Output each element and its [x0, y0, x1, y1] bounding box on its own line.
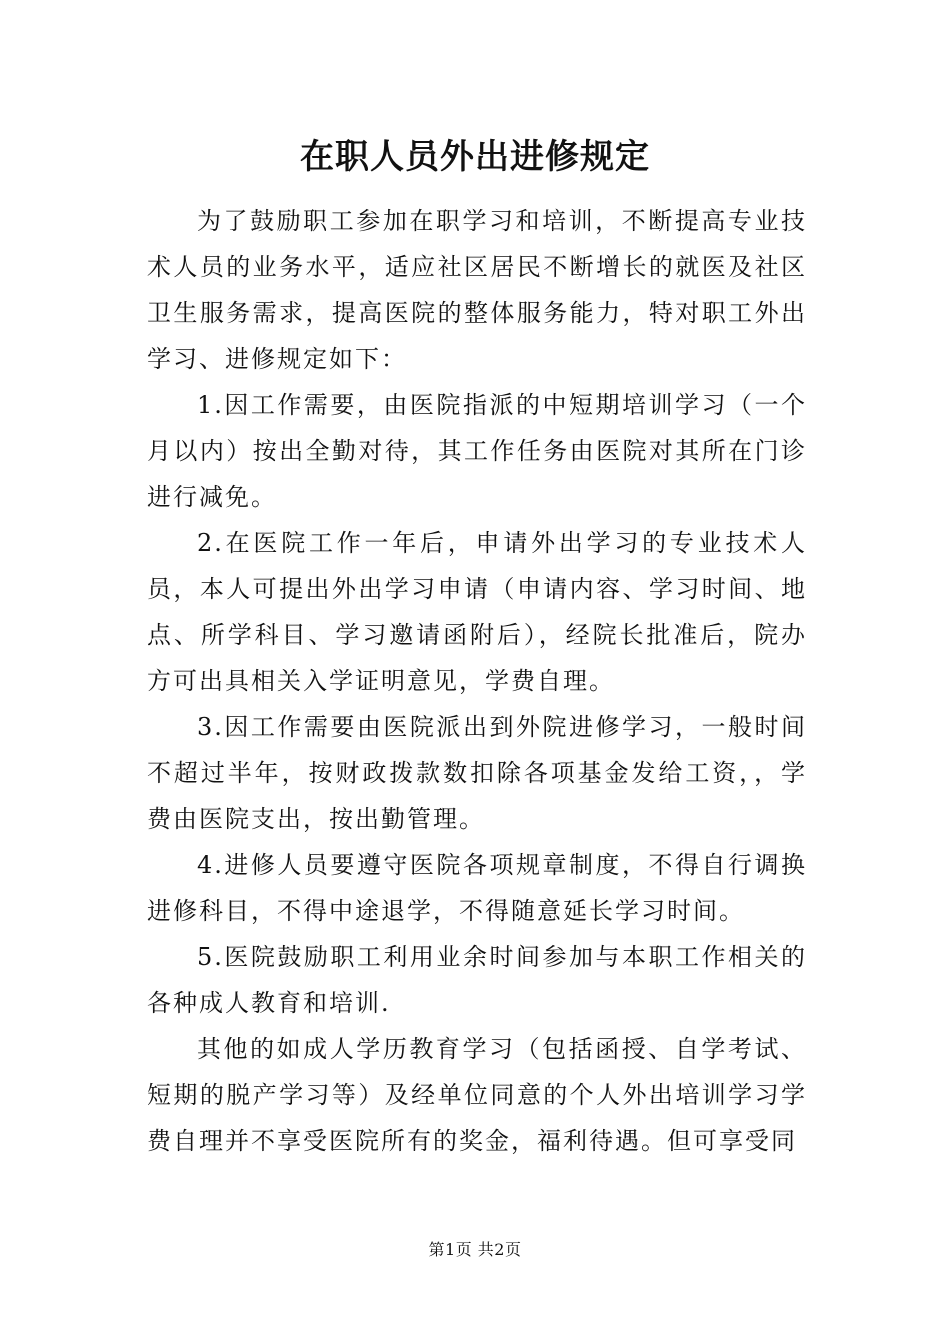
paragraph-item-4: 4.进修人员要遵守医院各项规章制度，不得自行调换进修科目，不得中途退学，不得随意延长学习时间。 [147, 851, 807, 925]
paragraph-item-3: 3.因工作需要由医院派出到外院进修学习，一般时间不超过半年，按财政拨款数扣除各项基金发给工资，，学费由医院支出，按出勤管理。 [147, 713, 807, 833]
paragraph-other: 其他的如成人学历教育学习（包括函授、自学考试、短期的脱产学习等）及经单位同意的个人外出培训学习学费自理并不享受医院所有的奖金，福利待遇。但可享受同 [147, 1035, 807, 1155]
paragraph-intro: 为了鼓励职工参加在职学习和培训，不断提高专业技术人员的业务水平，适应社区居民不断增长的就医及社区卫生服务需求，提高医院的整体服务能力，特对职工外出学习、进修规定如下： [147, 207, 807, 373]
paragraph-item-1: 1.因工作需要，由医院指派的中短期培训学习（一个月以内）按出全勤对待，其工作任务由医院对其所在门诊进行减免。 [147, 391, 807, 511]
paragraph-item-2: 2.在医院工作一年后，申请外出学习的专业技术人员，本人可提出外出学习申请（申请内容、学习时间、地点、所学科目、学习邀请函附后），经院长批准后，院办方可出具相关入学证明意见，学费自理。 [147, 529, 807, 695]
page-number: 第1页 共2页 [428, 1240, 522, 1259]
document-title: 在职人员外出进修规定 [300, 137, 650, 177]
paragraph-item-5: 5.医院鼓励职工利用业余时间参加与本职工作相关的各种成人教育和培训. [147, 943, 807, 1017]
document-body [147, 198, 807, 1164]
